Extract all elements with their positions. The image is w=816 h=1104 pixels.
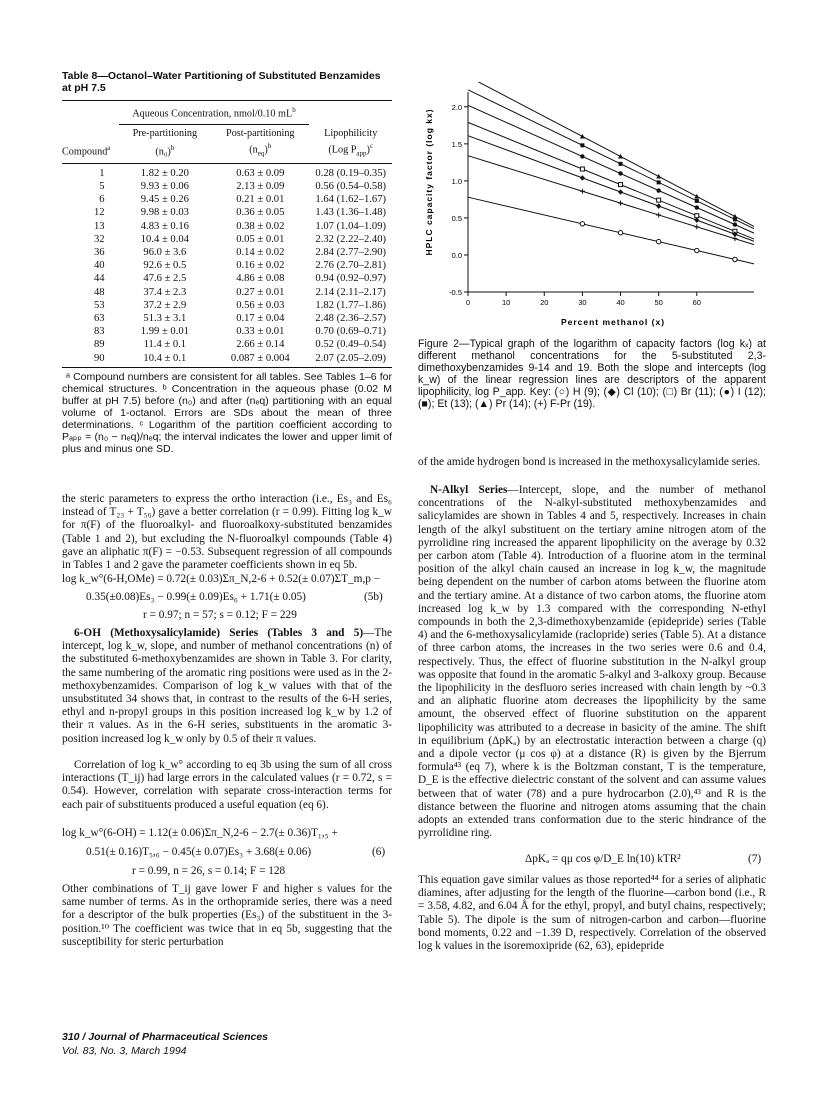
pre-cell: 9.98 ± 0.03 [140, 207, 189, 219]
y-tick-label: 1.0 [451, 176, 462, 186]
x-tick-label: 20 [540, 298, 549, 307]
x-tick-label: 40 [616, 298, 625, 307]
lipo-cell: 0.70 (0.69–0.71) [315, 326, 387, 338]
data-point [580, 175, 585, 181]
data-point [619, 183, 623, 187]
pre-cell: 37.2 ± 2.9 [143, 299, 187, 311]
data-point [694, 194, 699, 199]
left-paragraph-4: Other combinations of T_ij gave lower F and higher s values for the same number of terms. As in the orthopramide series, there was a need for a descriptor of the bulk properties (Es₃) of the substituent in the 3-position.¹⁰ The coefficient was twice that in eq 5b, suggesting that the susceptibility for steric perturbation [62, 883, 392, 948]
x-tick-label: 50 [654, 298, 663, 307]
compound-cell: 6 [99, 194, 105, 206]
post-cell: 0.33 ± 0.01 [236, 326, 285, 338]
right-paragraph-0: of the amide hydrogen bond is increased in the methoxysalicylamide series. [418, 456, 761, 468]
data-point [580, 134, 585, 139]
table-title: Table 8—Octanol–Water Partitioning of Substituted Benzamides at pH 7.5 [62, 70, 381, 94]
compound-cell: 12 [93, 207, 105, 219]
lipo-cell: 2.84 (2.77–2.90) [315, 247, 387, 259]
right-paragraph-2: This equation gave similar values as those reported⁴⁴ for a series of aliphatic diamines, after adjusting for the length of the fluorine—carbon bond (i.e., R = 3.58, 4.82, and 6.04 Å for the ethyl, propyl, and butyl chains, respectively; Table 5). The dipole is the sum of nitrogen-carbon and carbon—fluorine bond moments, 0.22 and −1.39 D, respectively. Correlation of the observed log k values in the isoremoxipride (62, 63), epidepride [418, 874, 766, 953]
data-point [618, 231, 622, 235]
table-row [62, 180, 392, 193]
pre-cell: 96.0 ± 3.6 [143, 247, 187, 259]
section-heading-n-alkyl: N-Alkyl Series [430, 484, 508, 496]
table-row [62, 272, 392, 285]
compound-cell: 83 [93, 326, 105, 338]
post-cell: 0.21 ± 0.01 [236, 194, 285, 206]
col-lipo: Lipophilicity [324, 128, 378, 140]
equation-6-number: (6) [372, 846, 386, 858]
header-group: Aqueous Concentration, nmol/0.10 $mL^b$ [132, 106, 296, 120]
compound-cell: 32 [93, 233, 105, 245]
footer-journal: 310 / Journal of Pharmaceutical Sciences [62, 1031, 269, 1043]
equation-5b-stats: r = 0.97; n = 57; s = 0.12; F = 229 [143, 609, 297, 621]
pre-cell: 9.93 ± 0.06 [140, 181, 189, 193]
equation-6-line-2: 0.51(± 0.16)T₅,₆ − 0.45(± 0.07)Es₃ + 3.68(± 0.06) [86, 846, 312, 858]
pre-cell: 1.82 ± 0.20 [140, 167, 189, 179]
lipo-cell: 2.48 (2.36–2.57) [315, 313, 387, 325]
x-tick-label: 30 [578, 298, 587, 307]
post-cell: 0.14 ± 0.02 [236, 247, 285, 259]
post-cell: 0.17 ± 0.04 [236, 313, 285, 325]
data-point [619, 162, 623, 166]
equation-5b-line-1: log k_w°(6-H,OMe) = 0.72(± 0.03)Σπ_N,2-6 + 0.52(± 0.07)ΣT_m,p − [62, 573, 381, 585]
pre-cell: 47.6 ± 2.5 [143, 273, 187, 285]
equation-6-line-1: log k_w°(6-OH) = 1.12(± 0.06)Σπ_N,2-6 − 2.7(± 0.36)T₁,₅ + [62, 827, 338, 839]
lipo-cell: 2.07 (2.05–2.09) [315, 352, 387, 364]
col-pre-sub: $(n_0)^b$ [155, 143, 175, 158]
left-paragraph-2: 6-OH (Methoxysalicylamide) Series (Tables 3 and 5)—The intercept, log k_w, slope, and number of methanol concentrations (n) of the substituted 6-methoxybenzamides are shown in Table 3. For clarity, the same numbering of the aromatic ring positions were used as in the 2-methoxybenzamides. Comparison of log k_w values with that of the unsubstituted 34 shows that, in contrast to the results of the 6-H series, ethyl and n-propyl groups in this position increased log k_w by 1.2 of their π values. As in the 6-H series, substituents in the aromatic 3-position increased log k_w only by 0.5 of their π values. [62, 627, 392, 745]
section-heading-6oh: 6-OH (Methoxysalicylamide) Series (Tables 3 and 5) [74, 627, 364, 639]
equation-7-number: (7) [748, 853, 762, 865]
pre-cell: 11.4 ± 0.1 [143, 339, 187, 351]
lipo-cell: 2.32 (2.22–2.40) [315, 233, 387, 245]
series-line [468, 90, 754, 229]
compound-cell: 1 [99, 167, 105, 179]
compound-cell: 36 [93, 247, 105, 259]
equation-6-stats: r = 0.99, n = 26, s = 0.14; F = 128 [132, 865, 286, 877]
lipo-cell: 2.76 (2.70–2.81) [315, 260, 387, 272]
data-point [618, 201, 623, 206]
post-cell: 0.087 ± 0.004 [230, 352, 290, 364]
lipo-cell: 0.56 (0.54–0.58) [315, 181, 387, 193]
data-point [694, 224, 699, 229]
lipo-cell: 0.94 (0.92–0.97) [315, 273, 387, 285]
table-row [62, 259, 392, 272]
col-post: Post-partitioning [226, 128, 295, 140]
compound-cell: 13 [93, 220, 105, 232]
data-point [618, 189, 623, 195]
footer-volume: Vol. 83, No. 3, March 1994 [62, 1045, 187, 1057]
post-cell: 0.38 ± 0.02 [236, 220, 285, 232]
post-cell: 0.63 ± 0.09 [236, 167, 285, 179]
post-cell: 0.16 ± 0.02 [236, 260, 285, 272]
data-point [580, 222, 584, 226]
x-tick-label: 10 [501, 298, 511, 307]
lipo-cell: 2.14 (2.11–2.17) [315, 286, 386, 298]
compound-cell: 5 [99, 181, 105, 193]
data-point [695, 199, 699, 203]
col-compound: Compound$^a$ [62, 143, 111, 158]
data-point [695, 214, 699, 218]
post-cell: 0.05 ± 0.01 [236, 233, 285, 245]
figure-2-chart [418, 82, 764, 332]
compound-cell: 63 [93, 313, 105, 325]
col-pre: Pre-partitioning [132, 128, 198, 140]
data-point [656, 174, 661, 179]
table-8 [62, 70, 392, 465]
col-post-sub: $(n_{eq})^b$ [249, 142, 272, 158]
figure-caption: Figure 2—Typical graph of the logarithm of capacity factors (log kₓ) at different methanol concentrations for the 5-substituted 2,3-dimethoxybenzamides 9-14 and 19. Both the slope and intercepts (log k_w) of the linear regression lines are descriptors of the apparent lipophilicity, log P_app. Key: (○) H (9); (◆) Cl (10); (□) Br (11); (●) I (12); (■); Et (13); (▲) Pr (14); (+) F-Pr (19). [418, 338, 766, 410]
lipo-cell: 0.28 (0.19–0.35) [315, 167, 387, 179]
left-paragraph-1: the steric parameters to express the ortho interaction (i.e., Es₃ and Es₆ instead of T₂₃ + T₅₆) gave a better correlation (r = 0.99). Fitting log k_w for π(F) of the fluoroalkyl- and fluoroalkoxy-substituted benzamides (Table 1 and 2), but excluding the N-fluoroalkyl compounds (Table 4) gave an aliphatic π(F) = −0.53. Subsequent regression of all compounds in Tables 1 and 2 gave the parameter coefficients shown in eq 5b. [62, 493, 392, 572]
compound-cell: 53 [93, 299, 105, 311]
col-lipo-sub: (Log $P_{app})^c$ [328, 142, 374, 158]
pre-cell: 10.4 ± 0.04 [140, 233, 189, 245]
y-tick-label: 1.5 [451, 139, 462, 149]
data-point [656, 188, 660, 192]
data-point [618, 171, 622, 175]
table-row [62, 163, 392, 180]
post-cell: 4.86 ± 0.08 [236, 273, 285, 285]
lipo-cell: 1.07 (1.04–1.09) [315, 220, 387, 232]
pre-cell: 10.4 ± 0.1 [143, 352, 187, 364]
x-axis-label: Percent methanol (x) [560, 317, 666, 327]
equation-5b-number: (5b) [364, 591, 383, 603]
data-point [618, 154, 623, 159]
right-paragraph-1: N-Alkyl Series—Intercept, slope, and the number of methanol concentrations of the N-alkyl-substituted methoxybenzamides and salicylamides are shown in Tables 4 and 5, respectively. Increases in chain length of the alkyl substituent on the tertiary amine nitrogen atom of the pyrrolidine ring increased the apparent lipophilicity on the average by 0.32 per carbon atom (Table 4). Introduction of a fluorine atom in the terminal position of the alkyl chain caused an increase in log k_w, the magnitude being dependent on the number of carbon atoms between the fluorine atom and the tertiary amine. At a distance of two carbon atoms, the fluorine atom increased log k_w by 1.3 compared with the corresponding N-ethyl compounds in both the 2,3-dimethoxybenzamide (epidepride) series (Table 4) and the 6-methoxysalicylamide (raclopride) series (Table 5). At a distance of three carbon atoms, the increases in the two series were 0.6 and 0.4, respectively. Thus, the effect of fluorine substitution in the N-alkyl group was opposite that found in the aromatic 5-alkyl and 3-alkoxy group. Because the lipophilicity in the desfluoro series increased with chain length by ~0.3 and an aliphatic fluorine atom decreases the lipophilicity by the same amount, the observed effect of fluorine substitution on the apparent lipophilicity was attributed to a decrease in basicity of the amine. The shift in equilibrium (ΔpKₐ) by an electrostatic interaction between a charge (q) and a dipole vector (μ cos φ) at a distance (R) is given by the Bjerrum formula⁴³ (eq 7), where k is the Boltzman constant, T is the temperature, D_E is the effective dielectric constant of the solvent and can assume values between that of water (78) and a pure hydrocarbon (2.0),⁴³ and R is the distance between the fluorine and nitrogen atoms assuming that the chain adopts an extended trans conformation due to the steric hindrance of the pyrrolidine ring. [418, 484, 766, 840]
lipo-cell: 1.82 (1.77–1.86) [315, 299, 387, 311]
y-tick-label: 0.5 [451, 213, 462, 223]
data-point [656, 212, 661, 217]
lipo-cell: 1.64 (1.62–1.67) [315, 194, 387, 206]
compound-cell: 90 [93, 352, 105, 364]
data-point [580, 189, 585, 194]
data-point [580, 143, 584, 147]
data-point [656, 203, 661, 209]
lipo-cell: 1.43 (1.36–1.48) [315, 207, 387, 219]
pre-cell: 9.45 ± 0.26 [140, 194, 189, 206]
y-tick-label: -0.5 [449, 288, 462, 297]
data-point [580, 167, 584, 171]
y-tick-label: 0.0 [451, 250, 462, 260]
table-row [62, 286, 392, 299]
pre-cell: 51.3 ± 3.1 [143, 313, 187, 325]
post-cell: 0.56 ± 0.03 [236, 299, 285, 311]
post-cell: 2.66 ± 0.14 [236, 339, 285, 351]
data-point [657, 198, 661, 202]
data-point [657, 180, 661, 184]
data-point [695, 205, 699, 209]
equation-7: ΔpKₐ = qμ cos φ/D_E ln(10) kTR² [525, 853, 681, 865]
left-paragraph-3: Correlation of log k_w° according to eq 3b using the sum of all cross interactions (T_ij) had large errors in the calculated values (r = 0.72, s = 0.54). However, correlation with separate cross-interaction terms for each pair of substituents produced a useful equation (eq 6). [62, 759, 392, 811]
data-point [695, 248, 699, 252]
table-footnotes: ᵃ Compound numbers are consistent for all tables. See Tables 1–6 for chemical structures. ᵇ Concentration in the aqueous phase (0.02 M buffer at pH 7.5) before (n₀) and after (nₑq) partitioning with an equal volume of 1-octanol. Errors are SDs about the mean of three determinations. ᶜ Logarithm of the partition coefficient according to Pₐₚₚ = (n₀ − nₑq)/nₑq; the interval indicates the lower and upper limit of plus and minus one SD. [62, 370, 392, 455]
data-point [733, 217, 737, 221]
data-table [62, 100, 392, 365]
x-tick-label: 0 [465, 298, 471, 307]
table-row [62, 338, 392, 351]
equation-5b-line-2: 0.35(±0.08)Es₃ − 0.99(± 0.09)Es₆ + 1.71(± 0.05) [86, 591, 306, 603]
lipo-cell: 0.52 (0.49–0.54) [315, 339, 387, 351]
pre-cell: 92.6 ± 0.5 [143, 260, 187, 272]
post-cell: 2.13 ± 0.09 [236, 181, 285, 193]
data-point [733, 257, 737, 261]
y-tick-label: 2.0 [451, 102, 462, 112]
compound-cell: 48 [93, 286, 105, 298]
table-row [62, 299, 392, 312]
y-axis-label: HPLC capacity factor (log kx) [424, 108, 434, 256]
table-row [62, 233, 392, 246]
series-line [468, 122, 754, 239]
table-row [62, 246, 392, 259]
data-point [580, 154, 584, 158]
table-row [62, 193, 392, 206]
pre-cell: 4.83 ± 0.16 [140, 220, 189, 232]
table-row [62, 220, 392, 233]
compound-cell: 89 [93, 339, 105, 351]
table-row [62, 352, 392, 365]
pre-cell: 1.99 ± 0.01 [140, 326, 189, 338]
post-cell: 0.27 ± 0.01 [236, 286, 285, 298]
table-row [62, 325, 392, 338]
compound-cell: 40 [93, 260, 105, 272]
post-cell: 0.36 ± 0.05 [236, 207, 285, 219]
table-row [62, 206, 392, 219]
x-tick-label: 60 [692, 298, 701, 307]
series-line [468, 82, 754, 226]
series-line [468, 197, 754, 264]
data-point [733, 222, 737, 226]
compound-cell: 44 [93, 273, 105, 285]
data-point [656, 239, 660, 243]
pre-cell: 37.4 ± 2.3 [143, 286, 187, 298]
table-row [62, 312, 392, 325]
data-point [732, 236, 737, 241]
